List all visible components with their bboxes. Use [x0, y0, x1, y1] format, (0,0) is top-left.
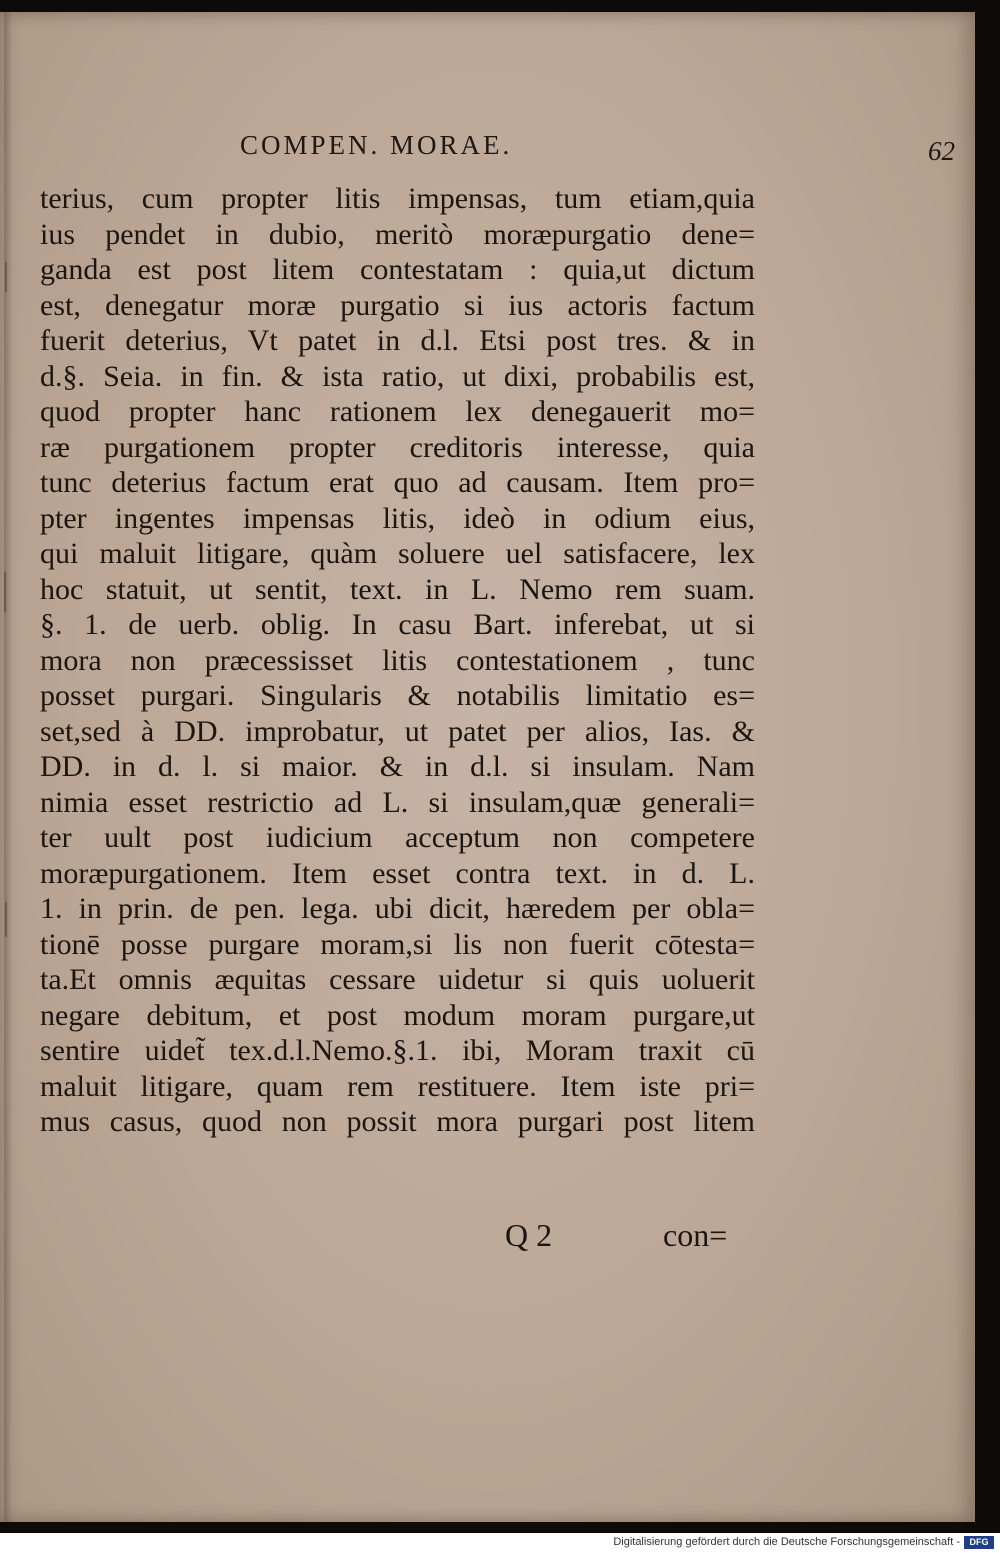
text-line: negare debitum, et post modum moram purgare,ut: [40, 998, 755, 1032]
text-line: ganda est post litem contestatam : quia,ut dictum: [40, 253, 755, 286]
margin-mark: [5, 902, 7, 937]
text-line: maluit litigare, quam rem restituere. Item iste pri=: [40, 1069, 755, 1103]
text-line: hoc statuit, ut sentit, text. in L. Nemo rem suam.: [40, 572, 755, 606]
text-line: moræpurgationem. Item esset contra text. in d. L.: [40, 856, 755, 890]
text-line: set,sed à DD. improbatur, ut patet per alios, Ias. &: [40, 714, 755, 748]
text-line: terius, cum propter litis impensas, tum etiam,quia: [40, 182, 755, 215]
text-line: tionē posse purgare moram,si lis non fuerit cōtesta=: [40, 927, 755, 961]
text-line: §. 1. de uerb. oblig. In casu Bart. inferebat, ut si: [40, 608, 755, 641]
text-line: posset purgari. Singularis & notabilis limitatio es=: [40, 679, 755, 712]
text-line: 1. in prin. de pen. lega. ubi dicit, hæredem per obla=: [40, 892, 755, 925]
text-line: ta.Et omnis æquitas cessare uidetur si quis uoluerit: [40, 963, 755, 996]
text-line: qui maluit litigare, quàm soluere uel satisfacere, lex: [40, 537, 755, 570]
signature-catchword-line: [505, 1217, 727, 1254]
dfg-logo-icon: DFG: [964, 1536, 994, 1549]
footer-bar: [0, 1533, 1000, 1553]
running-head: COMPEN. MORAE.: [240, 130, 513, 160]
signature-mark: Q 2: [505, 1217, 553, 1253]
digitization-credit: Digitalisierung gefördert durch die Deutsche Forschungsgemeinschaft -: [613, 1536, 960, 1548]
text-line: pter ingentes impensas litis, ideò in odium eius,: [40, 501, 755, 535]
book-page: [0, 12, 975, 1522]
text-line: nimia esset restrictio ad L. si insulam,quæ generali=: [40, 785, 755, 819]
text-line: fuerit deterius, Vt patet in d.l. Etsi post tres. & in: [40, 324, 755, 357]
text-line: est, denegatur moræ purgatio si ius actoris factum: [40, 288, 755, 322]
text-line: mus casus, quod non possit mora purgari post litem: [40, 1105, 755, 1138]
margin-mark: [4, 572, 6, 612]
page-number: 62: [928, 136, 955, 166]
margin-mark: [5, 262, 7, 292]
text-line: ræ purgationem propter creditoris interesse, quia: [40, 430, 755, 464]
page-gutter-shadow: [4, 12, 12, 1522]
text-line: DD. in d. l. si maior. & in d.l. si insulam. Nam: [40, 750, 755, 783]
text-line: d.§. Seia. in fin. & ista ratio, ut dixi, probabilis est,: [40, 359, 755, 393]
text-line: tunc deterius factum erat quo ad causam. Item pro=: [40, 466, 755, 499]
text-line: ter uult post iudicium acceptum non competere: [40, 821, 755, 854]
text-line: ius pendet in dubio, meritò moræpurgatio dene=: [40, 217, 755, 251]
text-line: sentire uidet̃ tex.d.l.Nemo.§.1. ibi, Moram traxit cū: [40, 1034, 755, 1067]
catchword: con=: [663, 1217, 728, 1253]
body-text: [40, 181, 755, 1140]
text-line: mora non præcessisset litis contestationem , tunc: [40, 643, 755, 677]
text-line: quod propter hanc rationem lex denegauerit mo=: [40, 395, 755, 428]
